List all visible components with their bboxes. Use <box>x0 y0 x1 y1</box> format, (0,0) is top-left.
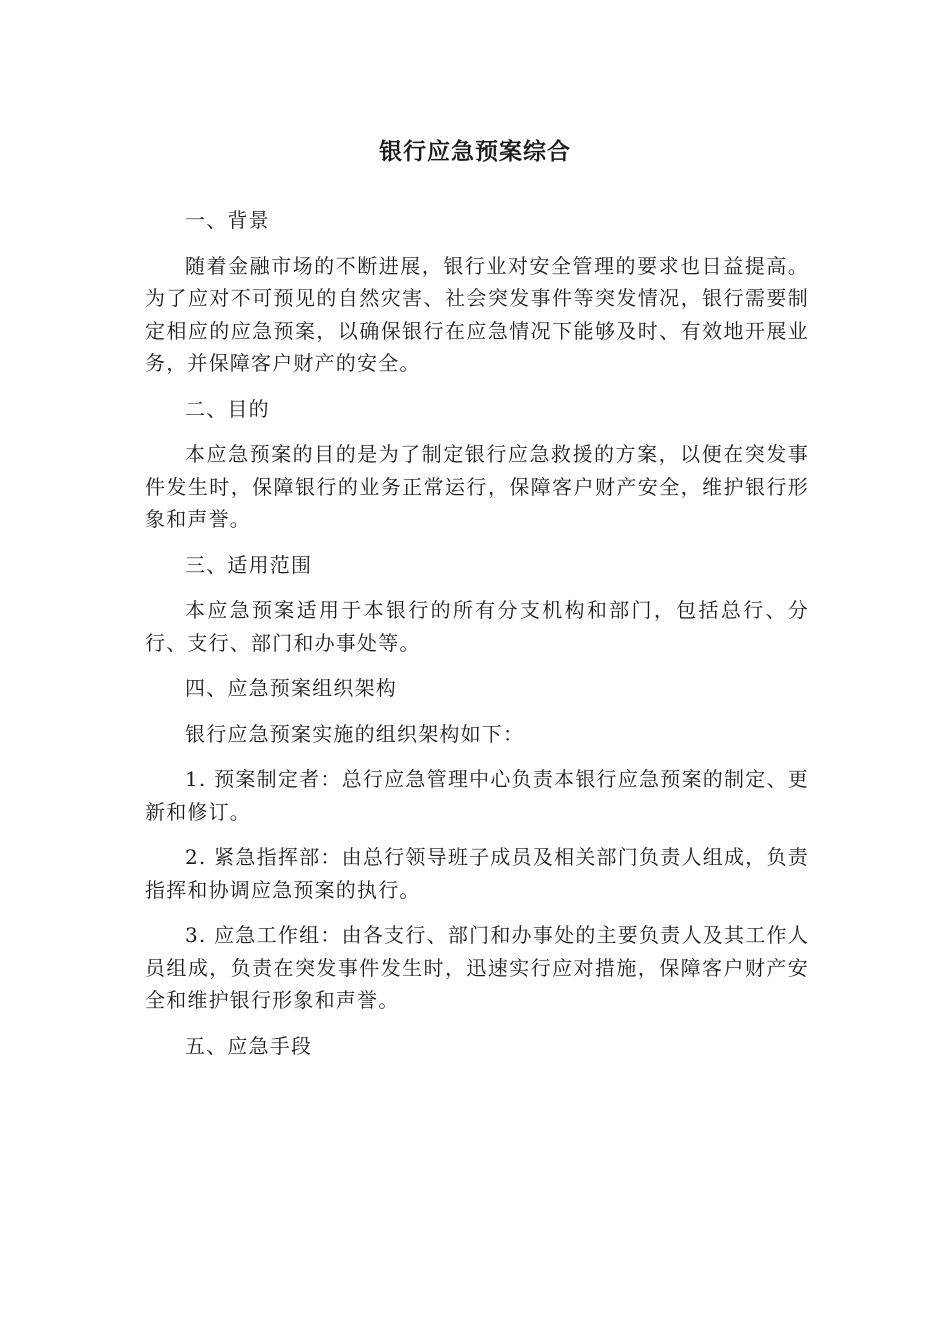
paragraph-background: 随着金融市场的不断进展，银行业对安全管理的要求也日益提高。为了应对不可预见的自然灾害、社会突发事件等突发情况，银行需要制定相应的应急预案，以确保银行在应急情况下能够及时、有效地开展业务，并保障客户财产的安全。 <box>145 253 809 375</box>
document-body <box>145 204 809 1075</box>
list-item-command-center: 2. 紧急指挥部：由总行领导班子成员及相关部门负责人组成，负责指挥和协调应急预案的执行。 <box>145 845 809 902</box>
section-heading-means: 五、应急手段 <box>185 1033 313 1058</box>
paragraph-organization-intro: 银行应急预案实施的组织架构如下： <box>185 721 525 746</box>
paragraph-scope: 本应急预案适用于本银行的所有分支机构和部门，包括总行、分行、支行、部门和办事处等。 <box>145 598 809 655</box>
list-item-plan-maker: 1. 预案制定者：总行应急管理中心负责本银行应急预案的制定、更新和修订。 <box>145 767 809 824</box>
list-item-work-group: 3. 应急工作组：由各支行、部门和办事处的主要负责人及其工作人员组成，负责在突发事件发生时，迅速实行应对措施，保障客户财产安全和维护银行形象和声誉。 <box>145 923 809 1012</box>
section-heading-organization: 四、应急预案组织架构 <box>185 676 397 700</box>
document-title: 银行应急预案综合 <box>379 139 571 165</box>
section-heading-background: 一、背景 <box>185 208 270 232</box>
section-heading-purpose: 二、目的 <box>185 396 270 421</box>
section-heading-scope: 三、适用范围 <box>185 552 313 577</box>
paragraph-purpose: 本应急预案的目的是为了制定银行应急救援的方案，以便在突发事件发生时，保障银行的业务正常运行，保障客户财产安全，维护银行形象和声誉。 <box>145 442 809 531</box>
